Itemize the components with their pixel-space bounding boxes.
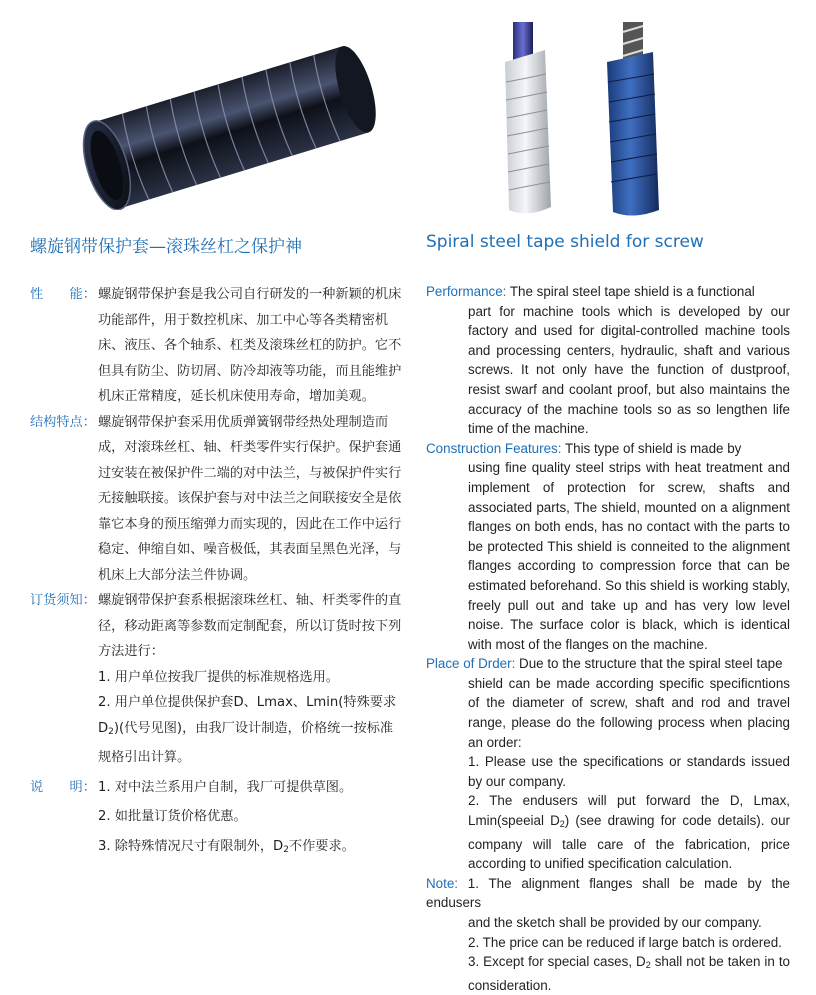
en-note-item-3 <box>426 952 790 995</box>
cn-note-item-3-part-a: 3. 除特殊情况尺寸有限制外，D <box>98 838 284 854</box>
cn-column <box>30 282 402 863</box>
en-column <box>426 282 790 995</box>
cn-structure-label: 结构特点： <box>30 414 96 430</box>
en-construction-label: Construction Features: <box>426 440 562 456</box>
cn-order-item-2-text <box>98 690 402 771</box>
cn-performance-label: 性 能： <box>30 287 96 302</box>
cn-note-item-1: 1. 对中法兰系用户自制，我厂可提供草图。 <box>98 779 353 795</box>
en-note-label: Note: <box>426 875 459 891</box>
en-construction-first-line: This type of shield is made by <box>561 440 742 456</box>
en-performance-first-line: The spiral steel tape shield is a functional <box>506 284 755 299</box>
en-construction-text: using fine quality steel strips with heat treatment and implement of protection for screw, shafts and associated parts, The shield, mounted on a alignment flanges on both ends, has no contact with the parts to be protected This shield is conneited to the alignment flanges according to compression force that can be estimated beforehand. So this shield is working stably, freely pull out and take up and has very low level noise. The surface color is black, which is identical with most of the flanges on the machine. <box>468 460 790 652</box>
cn-order-item-2-part-a: 2. 用户单位提供保护套D、Lmax、Lmin(特殊要求 <box>98 695 397 710</box>
en-order-text: shield can be made according specific specificntions of the diameter of screw, shaft and rod and travel range, please do the following process when placing an order: <box>468 675 790 750</box>
cn-order-section <box>30 588 402 665</box>
en-note-item-1-rest: and the sketch shall be provided by our company. <box>468 915 762 930</box>
cn-note-item-3-sub: 2 <box>283 844 289 855</box>
en-note-item-3-sub: 2 <box>645 960 651 971</box>
en-note-item-3-part-b: shall not be taken in to consideration. <box>468 954 791 993</box>
en-order-label: Place of Drder: <box>426 656 516 672</box>
cn-structure-section <box>30 410 402 589</box>
cn-note-label: 说 明： <box>30 779 96 795</box>
en-note-item-1-first: 1. The alignment flanges shall be made by the endusers <box>426 875 790 911</box>
cn-performance-text: 螺旋钢带保护套是我公司自行研发的一种新颖的机床功能部件，用于数控机床、加工中心等各类精密机床、液压、各个轴系、杠类及滚珠丝杠的防护。它不但具有防尘、防切屑、防冷却液等功能，而且能维护机床正常精度，延长机床使用寿命，增加美观。 <box>98 287 402 404</box>
en-title: Spiral steel tape shield for screw <box>426 232 704 252</box>
cn-note-section <box>30 775 402 801</box>
cn-order-item-2-part-b: D <box>98 720 109 736</box>
en-note-item-3-part-a: 3. Except for special cases, D <box>468 954 646 970</box>
cn-note-item-2: 2. 如批量订货价格优惠。 <box>98 809 247 824</box>
en-order-item-2-part-a: 2. The endusers will put forward the D, Lmax, Lmin(speeial D <box>468 793 790 829</box>
cn-order-item-2-part-c: )(代号见图)，由我厂设计制造，价格统一按标准规格引出计算。 <box>98 720 394 765</box>
en-performance-section <box>426 282 790 439</box>
cn-order-item-1 <box>30 665 402 691</box>
en-performance-text: part for machine tools which is developed by our factory and used for digital-controlled machine tools and processing centers, hydraulic, shaft and various screws. It not only have the function of dustproof, resist swarf and coolant proof, but also maintains the accuracy of the machine tools so as so lengthen life time of the machine. <box>468 303 790 437</box>
cn-note-item-3-row <box>30 834 402 864</box>
en-performance-label: Performance: <box>426 284 507 299</box>
cn-note-item-2-row <box>30 804 402 830</box>
cn-title: 螺旋钢带保护套—滚珠丝杠之保护神 <box>30 237 302 257</box>
cn-note-item-3-part-b: 不作要求。 <box>288 838 355 854</box>
en-order-section <box>426 654 790 874</box>
en-order-item-1: 1. Please use the specifications or standards issued by our company. <box>468 754 790 789</box>
cn-structure-text: 螺旋钢带保护套采用优质弹簧钢带经热处理制造而成，对滚珠丝杠、轴、杆类零件实行保护。保护套通过安装在被保护件二端的对中法兰，与被保护件实行无接触联接。该保护套与对中法兰之间联接安全是依靠它本身的预压缩弹力而实现的，因此在工作中运行稳定、伸缩自如、噪音极低，其表面呈黑色光泽，与机床上大部分法兰件协调。 <box>98 414 402 583</box>
cn-order-text: 螺旋钢带保护套系根据滚珠丝杠、轴、杆类零件的直径，移动距离等参数而定制配套，所以订货时按下列方法进行： <box>98 593 402 659</box>
cn-order-label: 订货须知： <box>30 593 96 608</box>
cn-note-item-3 <box>98 834 402 864</box>
en-note-item-2: 2. The price can be reduced if large batch is ordered. <box>468 934 782 950</box>
en-construction-section <box>426 439 790 655</box>
cn-order-item-2 <box>30 690 402 771</box>
en-order-item-2-part-b: ) (see drawing for code details). our company will talle care of the fabrication, price according to unified specification calculation. <box>468 813 790 872</box>
cn-order-item-1-text: 1. 用户单位按我厂提供的标准规格选用。 <box>98 669 339 685</box>
spiral-shield-color-photo <box>495 22 695 222</box>
cn-order-item-2-sub: 2 <box>108 726 114 737</box>
en-note-section <box>426 874 790 995</box>
en-order-first-line: Due to the structure that the spiral steel tape <box>515 656 783 672</box>
spiral-shield-black-photo <box>60 38 390 210</box>
en-order-item-2 <box>426 791 790 873</box>
cn-performance-section <box>30 282 402 410</box>
en-order-item-2-sub: 2 <box>559 819 565 830</box>
